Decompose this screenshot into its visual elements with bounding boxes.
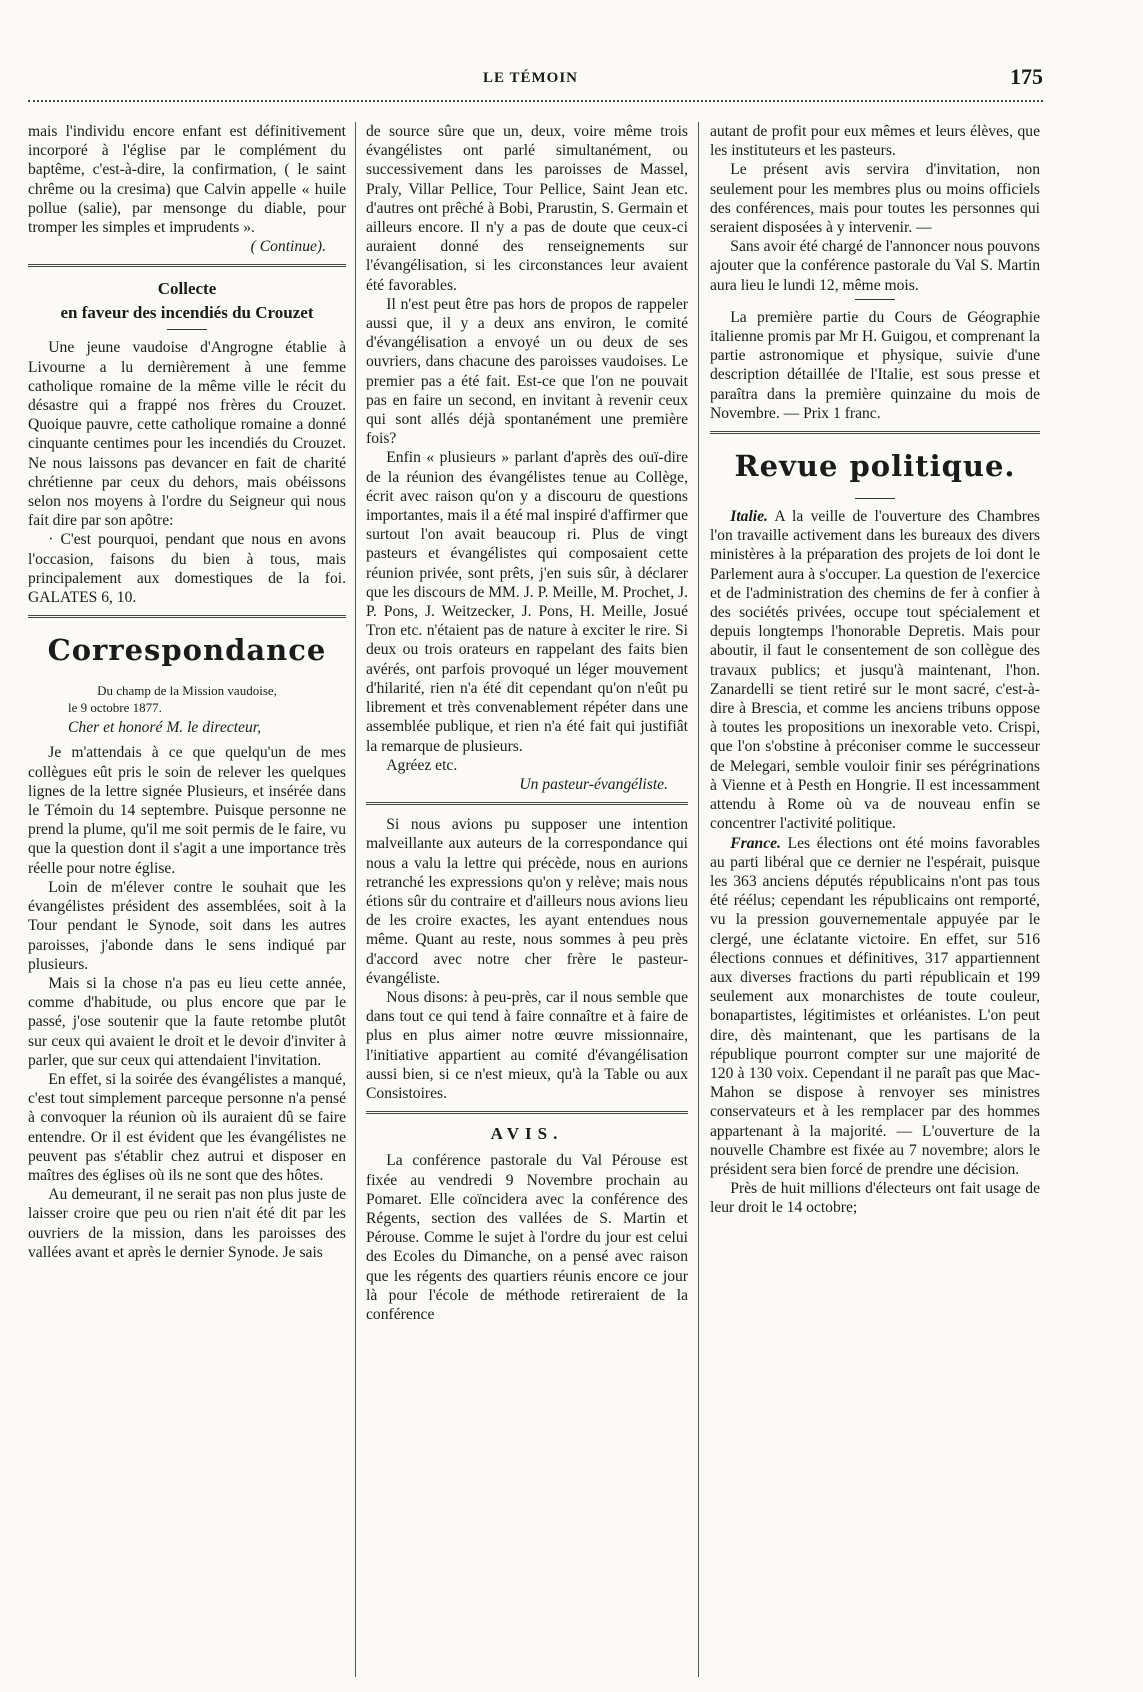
section-divider: [710, 431, 1040, 434]
continuation-text: mais l'individu encore enfant est définitivement incorporé à l'église par le complément du baptême, c'est-à-dire, la confirmation, ( le saint chrême ou la cresima) que Calvin appelle « huile pollue (salie), par mensonge du diable, pour tromper les simples et imprudents ».: [28, 123, 346, 237]
column-rule-2: [698, 122, 699, 1677]
correspondance-paragraph-1: Je m'attendais à ce que quelqu'un de mes collègues eût pris le soin de relever les quelques lignes de la lettre signée Plusieurs, et insérée dans le Témoin du 14 septembre. Puisque personne ne prend la plume, qu'il me soit permis de le faire, vu que la question dont il s'agit a une importance très réelle pour notre église.: [28, 744, 346, 877]
continue-label: ( Continue).: [250, 238, 326, 256]
page-header: [28, 62, 1043, 102]
title-dash: [855, 498, 895, 499]
column-3: [710, 122, 1040, 1677]
electors-paragraph: Près de huit millions d'électeurs ont fait usage de leur droit le 14 octobre;: [710, 1180, 1040, 1217]
correspondance-paragraph-4: En effet, si la soirée des évangélistes a manqué, c'est tout simplement parceque personne n'a pensé à convoquer la réunion où ils auraient dû se faire entendre. Or il est évident que les évangélistes ne peuvent pas s'établir chez autrui et disposer en maîtres des églises où ils ne sont que des hôtes.: [28, 1070, 346, 1184]
avis-continuation: autant de profit pour eux mêmes et leurs élèves, que les instituteurs et les pasteurs.: [710, 123, 1040, 160]
france-keyword: France.: [730, 834, 781, 852]
section-divider: [28, 264, 346, 267]
editor-reply-2: Nous disons: à peu-près, car il nous semble que dans tout ce qui tend à faire connaître et à faire de plus en plus aimer notre œuvre missionnaire, l'initiative appartient au comité d'évangélisation aussi bien, si ce n'est mieux, qu'à la Table ou aux Consistoires.: [366, 988, 688, 1102]
italie-keyword: Italie.: [730, 508, 768, 526]
newspaper-title: LE TÉMOIN: [483, 70, 578, 86]
title-dash: [167, 329, 207, 330]
salutation: Cher et honoré M. le directeur,: [68, 719, 262, 737]
avis-invitation: Le présent avis servira d'invitation, non seulement pour les membres plus ou moins officiels des conférences, mais pour toutes les personnes qui seraient disposées à y intervenir. —: [710, 161, 1040, 237]
correspondance-paragraph-2: Loin de m'élever contre le souhait que les évangélistes président des assemblées, soit à la Tour pendant le Synode, soit dans les autres paroisses, j'abonde dans le sens indiqué par plusieurs.: [28, 878, 346, 973]
page-number: 175: [1010, 64, 1043, 89]
correspondance-paragraph-3: Mais si la chose n'a pas eu lieu cette année, comme d'habitude, ou plus encore que par le passé, j'ose soutenir que la faute retombe plutôt sur ceux qui avaient le droit et le devoir d'inviter à parler, que sur ceux qui attendaient l'invitation.: [28, 974, 346, 1069]
italie-paragraph: [710, 507, 1040, 833]
section-divider: [366, 1111, 688, 1114]
dateline-place: Du champ de la Mission vaudoise,: [97, 683, 277, 699]
collecte-title-line2: en faveur des incendiés du Crouzet: [60, 303, 314, 323]
letter-closing: Agréez etc.: [386, 756, 458, 774]
dateline-date: le 9 octobre 1877.: [68, 700, 162, 716]
avis-paragraph: La conférence pastorale du Val Pérouse est fixée au vendredi 9 Novembre prochain au Pomaret. Elle coïncidera avec la conférence des Régents, section des vallées de S. Martin et Pérouse. Comme le sujet à l'ordre du jour est celui des Ecoles du Dimanche, on a pensé avec raison que les régents des quartiers réunis encore ce jour là pour l'école de méthode retireraient de la conférence: [366, 1152, 688, 1323]
avis-title: AVIS.: [490, 1124, 564, 1144]
collecte-paragraph-2: · C'est pourquoi, pendant que nous en avons l'occasion, faisons du bien à tous, mais principalement aux domestiques de la foi. GALATES 6, 10.: [28, 531, 346, 607]
column-2: [366, 122, 688, 1677]
correspondance-title: Correspondance: [47, 633, 327, 668]
collecte-title-line1: Collecte: [157, 279, 217, 299]
column-1: [28, 122, 346, 1677]
italie-text: A la veille de l'ouverture des Chambres l'on travaille activement dans les bureaux des divers ministères à la préparation des projets de loi dont le Parlement aura à s'occuper. La question de l'exercice et de l'administration des chemins de fer à confier à des sociétés privées, occupe tout spécialement et depuis longtemps l'honorable Depretis. Mais pour aboutir, il faut le consentement de son collègue des travaux publics; et jusqu'à maintenant, l'hon. Zanardelli se tient retiré sur le mont sacré, c'est-à-dire à Brescia, et comme les anciens tribuns oppose à toutes les propositions un inexorable veto. Crispi, que l'on s'obstine à préconiser comme le successeur de Melegari, semble vouloir finir ses pérégrinations à Vienne et à Pesth en Hongrie. Il est incessamment attendu à Rome où va de nouveau enfin se concentrer l'activité politique.: [710, 508, 1040, 833]
section-divider: [28, 615, 346, 618]
letter-signature: Un pasteur-évangéliste.: [519, 775, 668, 793]
letter-paragraph-3: Enfin « plusieurs » parlant d'après des ouï-dire de la réunion des évangélistes tenue au Collège, écrit avec raison qu'on y a discouru de questions importantes, mais il a été mal inspiré d'affirmer que surtout l'on avait beaucoup ri. Plus de vingt pasteurs et évangélistes qui composaient cette réunion privée, sont prêts, j'en suis sûr, à déclarer que les discours de MM. J. P. Meille, M. Prochet, J. P. Pons, J. Weitzecker, J. Pons, H. Meille, Josué Tron etc. n'étaient pas de nature à exciter le rire. Si deux ou trois orateurs en rappelant des faits bien avérés, ont parfois provoqué un léger mouvement d'hilarité, rien n'a été dit cependant qu'on n'eût pu librement et très convenablement répéter dans une assemblée publique, et rien n'a été fait qui justifiât la remarque de plusieurs.: [366, 449, 688, 755]
section-divider: [366, 802, 688, 805]
letter-continuation: de source sûre que un, deux, voire même trois évangélistes ont parlé simultanément, ou successivement dans les paroisses de Massel, Praly, Villar Pellice, Tour Pellice, Saint Jean etc. d'autres ont prêché à Bobi, Prarustin, S. Germain et ailleurs encore. Il n'y a pas de doute que ceux-ci auraient donné des renseignements sur l'évangélisation, si les circonstances leur avaient été favorables.: [366, 123, 688, 294]
france-paragraph: [710, 834, 1040, 1180]
editor-reply-1: Si nous avions pu supposer une intention malveillante aux auteurs de la correspondance qui nous a valu la lettre qui précède, nous en aurions retranché les expressions qu'on y relève; mais nous étions sûr du contraire et d'ailleurs nous avions lieu de les croire exactes, les ayant entendues nous même. Quant au reste, nous sommes à peu près d'accord avec notre cher frère le pasteur-évangéliste.: [366, 816, 688, 987]
letter-paragraph-2: Il n'est peut être pas hors de propos de rappeler aussi que, il y a deux ans environ, le comité d'évangélisation a envoyé un ou deux de ses ouvriers, dans chacune des paroisses vaudoises. Le premier pas a été fait. Est-ce que l'on ne pouvait pas en faire un second, en invitant à revenir ceux qui sont allés déjà spontanément une première fois?: [366, 295, 688, 448]
column-rule-1: [355, 122, 356, 1677]
revue-politique-title: Revue politique.: [734, 449, 1016, 484]
geography-notice: La première partie du Cours de Géographie italienne promis par Mr H. Guigou, et comprenant la partie astronomique et physique, suivie d'une description détaillée de l'Italie, est sous presse et paraîtra dans la première quinzaine du mois de Novembre. — Prix 1 franc.: [710, 308, 1040, 422]
short-divider: [855, 299, 895, 300]
france-text: Les élections ont été moins favorables au parti libéral que ce dernier ne l'espérait, puisque les 363 anciens députés républicains n'ont pas tous été réélus; cependant les républicains ont remporté, vu la pression gouvernementale appuyée par le clergé, une éclatante victoire. En effet, sur 516 élections connues et définitives, 317 appartiennent aux diverses fractions du parti républicain et 199 seulement aux monarchistes de toute couleur, bonapartistes, légitimistes et orléanistes. L'on peut dire, dès maintenant, que les partisans de la république pourront compter sur une majorité de 120 à 130 voix. Cependant il ne paraît pas que Mac-Mahon se dispose à renvoyer ses ministres conservateurs et à les remplacer par des hommes appartenant à la majorité. — L'ouverture de la nouvelle Chambre est fixée au 7 novembre; alors le président sera bien forcé de prendre une décision.: [710, 834, 1040, 1178]
header-rule: [28, 100, 1043, 102]
dateline: [28, 682, 346, 716]
correspondance-paragraph-5: Au demeurant, il ne serait pas non plus juste de laisser croire que peu ou rien n'ait été dit par les ouvriers de la mission, dans les paroisses des vallées avant et après le dernier Synode. Je sais: [28, 1186, 346, 1261]
collecte-paragraph-1: Une jeune vaudoise d'Angrogne établie à Livourne a lu dernièrement à une femme catholique romaine de la même ville le récit du désastre qui a frappé nos frères du Crouzet. Quoique pauvre, cette catholique romaine a donné cinquante centimes pour les incendiés du Crouzet. Ne nous laissons pas devancer en fait de charité chrétienne par ceux du dehors, mais obéissons selon nos moyens à l'ordre du Seigneur qui nous fait dire par son apôtre:: [28, 339, 346, 530]
avis-val-st-martin: Sans avoir été chargé de l'annoncer nous pouvons ajouter que la conférence pastorale du Val S. Martin aura lieu le lundi 12, même mois.: [710, 238, 1040, 294]
